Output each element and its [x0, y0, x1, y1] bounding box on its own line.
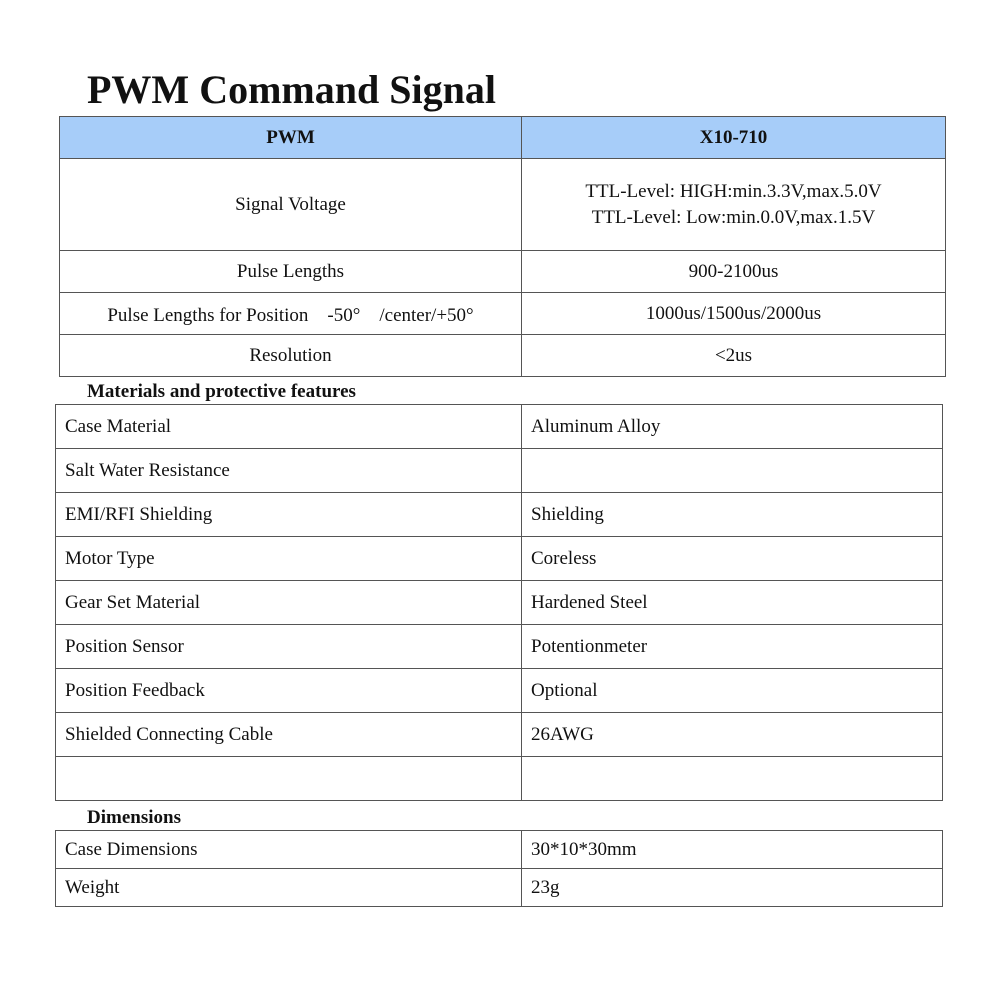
- row-label: Salt Water Resistance: [56, 449, 522, 493]
- table-row: [56, 831, 943, 869]
- table-row: [56, 757, 943, 801]
- table-row: [56, 625, 943, 669]
- column-header-model: X10-710: [522, 117, 946, 159]
- row-value-resolution: <2us: [522, 335, 946, 377]
- row-label: Position Feedback: [56, 669, 522, 713]
- row-value: Coreless: [522, 537, 943, 581]
- row-value-pulse-lengths: 900-2100us: [522, 251, 946, 293]
- row-value: Optional: [522, 669, 943, 713]
- signal-voltage-high: TTL-Level: HIGH:min.3.3V,max.5.0V: [585, 180, 882, 202]
- row-label: [56, 757, 522, 801]
- dimensions-table: [55, 830, 943, 907]
- table-row: [60, 335, 946, 377]
- materials-table: [55, 404, 943, 801]
- row-value: 26AWG: [522, 713, 943, 757]
- table-row: [60, 293, 946, 335]
- row-label-resolution: Resolution: [60, 335, 522, 377]
- row-label: Weight: [56, 869, 522, 907]
- row-label: Position Sensor: [56, 625, 522, 669]
- table-row: [56, 449, 943, 493]
- row-label-signal-voltage: Signal Voltage: [60, 159, 522, 251]
- row-value: [522, 449, 943, 493]
- row-label: Shielded Connecting Cable: [56, 713, 522, 757]
- row-label: Gear Set Material: [56, 581, 522, 625]
- table-row: [56, 869, 943, 907]
- row-value: 23g: [522, 869, 943, 907]
- dimensions-section-heading: Dimensions: [87, 807, 181, 828]
- table-row: [56, 581, 943, 625]
- table-row: [56, 405, 943, 449]
- page-title: PWM Command Signal: [87, 67, 496, 112]
- pwm-specs-table: [59, 116, 946, 377]
- table-row: [56, 713, 943, 757]
- row-label: EMI/RFI Shielding: [56, 493, 522, 537]
- signal-voltage-low: TTL-Level: Low:min.0.0V,max.1.5V: [591, 206, 876, 228]
- row-label: Case Material: [56, 405, 522, 449]
- row-value: Potentionmeter: [522, 625, 943, 669]
- row-value: Aluminum Alloy: [522, 405, 943, 449]
- table-row: [56, 493, 943, 537]
- row-value: 30*10*30mm: [522, 831, 943, 869]
- table-row: [56, 537, 943, 581]
- row-value: Shielding: [522, 493, 943, 537]
- row-label-pulse-lengths: Pulse Lengths: [60, 251, 522, 293]
- column-header-pwm: PWM: [60, 117, 522, 159]
- row-value-signal-voltage: [522, 159, 946, 251]
- row-value: Hardened Steel: [522, 581, 943, 625]
- row-value-pulse-lengths-position: 1000us/1500us/2000us: [522, 293, 946, 335]
- table-header-row: [60, 117, 946, 159]
- row-label: Case Dimensions: [56, 831, 522, 869]
- table-row: [56, 669, 943, 713]
- row-value: [522, 757, 943, 801]
- table-row: [60, 159, 946, 251]
- table-row: [60, 251, 946, 293]
- materials-section-heading: Materials and protective features: [87, 381, 356, 402]
- row-label-pulse-lengths-position: Pulse Lengths for Position -50° /center/+50°: [60, 293, 522, 335]
- row-label: Motor Type: [56, 537, 522, 581]
